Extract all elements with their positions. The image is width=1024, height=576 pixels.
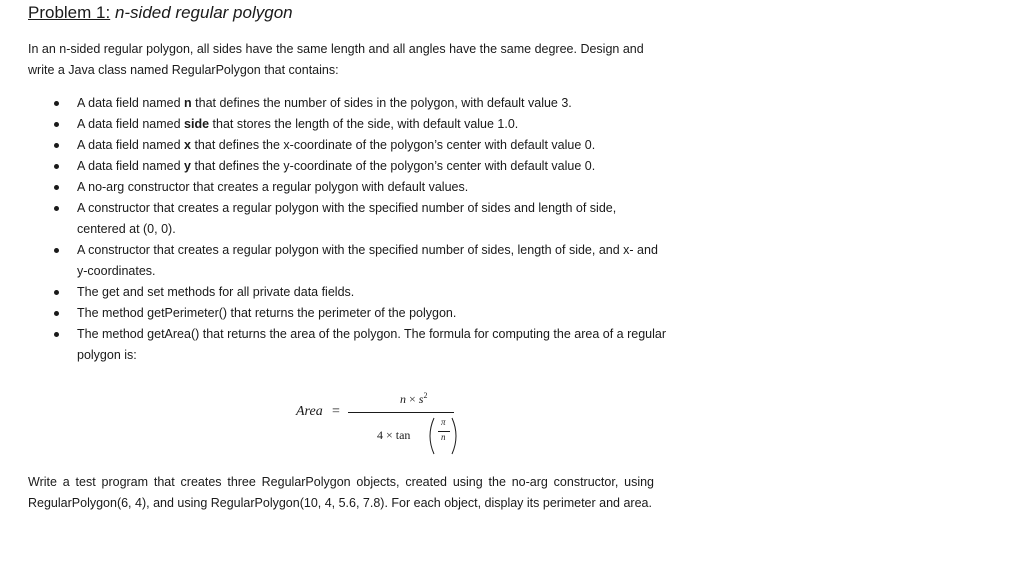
list-item [28, 177, 668, 198]
formula-denominator: 4 × tan [377, 428, 411, 442]
list-item [28, 156, 668, 177]
item-text: A data field named [77, 159, 185, 173]
item-text: A constructor that creates a regular polygon with the specified number of sides, length of side, and x- and y-coordinates. [77, 243, 658, 278]
list-item [28, 282, 668, 303]
formula-exponent: 2 [423, 391, 428, 400]
formula-times: × [409, 392, 416, 406]
field-name: side [184, 117, 210, 131]
item-text: A no-arg constructor that creates a regular polygon with default values. [77, 180, 469, 194]
item-text: The method getArea() that returns the area of the polygon. The formula for computing the area of a regular polygon is: [77, 327, 666, 362]
requirements-list [28, 93, 668, 366]
item-text: A data field named [77, 138, 185, 152]
item-text-tail: that defines the number of sides in the polygon, with default value 3. [191, 96, 572, 110]
right-paren [452, 418, 456, 454]
formula-lhs: Area [296, 404, 323, 419]
formula-pi: π [441, 417, 446, 427]
closing-paragraph: Write a test program that creates three RegularPolygon objects, created using the no-arg constructor, using RegularPolygon(6, 4), and using RegularPolygon(10, 4, 5.6, 7.8). For each object, display its perimeter and area. [28, 475, 654, 510]
left-paren [430, 418, 434, 454]
item-text-tail: that defines the x-coordinate of the polygon’s center with default value 0. [190, 138, 596, 152]
item-text: A data field named [77, 96, 185, 110]
list-item [28, 324, 668, 366]
item-text: The get and set methods for all private data fields. [77, 285, 355, 299]
field-name: x [184, 138, 191, 152]
formula-numerator [400, 391, 427, 407]
item-text: A data field named [77, 117, 185, 131]
list-item [28, 198, 668, 240]
item-text: A constructor that creates a regular polygon with the specified number of sides and length of side, centered at (0, 0). [77, 201, 617, 236]
formula-equals: = [332, 404, 340, 419]
formula-inner-n: n [441, 432, 446, 442]
area-formula [296, 388, 456, 460]
field-name: y [184, 159, 191, 173]
item-text-tail: that defines the y-coordinate of the polygon’s center with default value 0. [190, 159, 596, 173]
list-item [28, 240, 668, 282]
intro-paragraph: In an n-sided regular polygon, all sides have the same length and all angles have the same degree. Design and write a Java class named RegularPolygon that contains: [28, 42, 644, 77]
problem-title [28, 2, 293, 24]
field-name: n [184, 96, 192, 110]
item-text: The method getPerimeter() that returns the perimeter of the polygon. [77, 306, 457, 320]
list-item [28, 93, 668, 114]
formula-fraction-bar [348, 412, 454, 413]
list-item [28, 303, 668, 324]
problem-name: n-sided regular polygon [114, 3, 293, 22]
problem-number: Problem 1: [28, 3, 111, 22]
formula-n: n [400, 392, 406, 406]
list-item [28, 135, 668, 156]
item-text-tail: that stores the length of the side, with default value 1.0. [209, 117, 519, 131]
list-item [28, 114, 668, 135]
formula-s: s [418, 392, 424, 406]
